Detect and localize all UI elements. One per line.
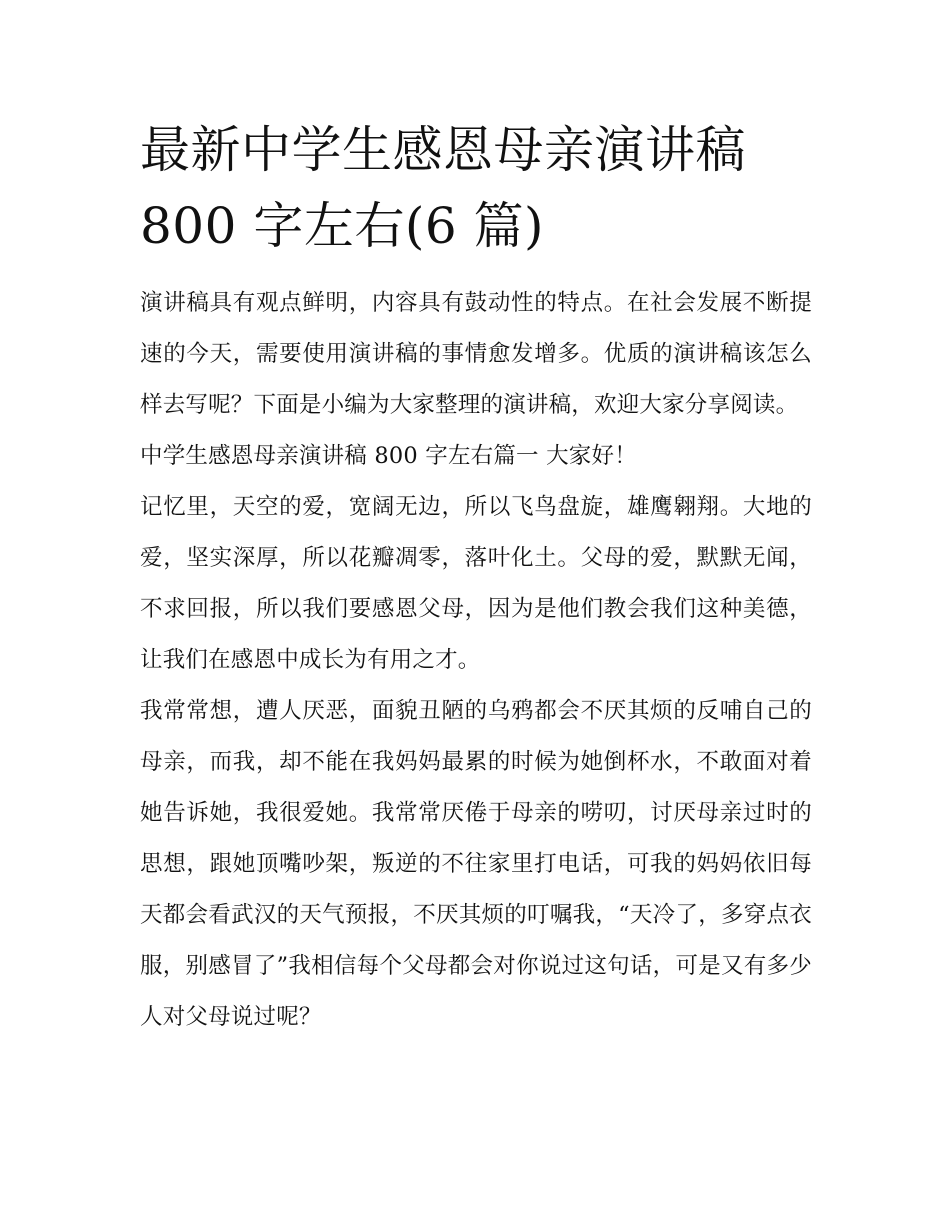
- document-title: [140, 112, 820, 264]
- intro-paragraph: 演讲稿具有观点鲜明，内容具有鼓动性的特点。在社会发展不断提速的今天，需要使用演讲稿的事情愈发增多。优质的演讲稿该怎么样去写呢？下面是小编为大家整理的演讲稿，欢迎大家分享阅读。: [140, 290, 812, 418]
- title-line-2: 800 字左右(6 篇): [140, 197, 545, 255]
- document-body: [140, 278, 812, 1043]
- body-paragraph: 记忆里，天空的爱，宽阔无边，所以飞鸟盘旋，雄鹰翱翔。大地的爱，坚实深厚，所以花瓣凋零，落叶化土。父母的爱，默默无闻，不求回报，所以我们要感恩父母，因为是他们教会我们这种美德，让我们在感恩中成长为有用之才。: [140, 494, 812, 673]
- section-heading: 中学生感恩母亲演讲稿 800 字左右篇一 大家好！: [140, 443, 637, 469]
- title-line-1: 最新中学生感恩母亲演讲稿: [140, 121, 746, 179]
- body-paragraph: 我常常想，遭人厌恶，面貌丑陋的乌鸦都会不厌其烦的反哺自己的母亲，而我，却不能在我妈妈最累的时候为她倒杯水，不敢面对着她告诉她，我很爱她。我常常厌倦于母亲的唠叨，讨厌母亲过时的思想，跟她顶嘴吵架，叛逆的不往家里打电话，可我的妈妈依旧每天都会看武汉的天气预报，不厌其烦的叮嘱我，“天冷了，多穿点衣服，别感冒了”我相信每个父母都会对你说过这句话，可是又有多少人对父母说过呢？: [140, 698, 812, 1030]
